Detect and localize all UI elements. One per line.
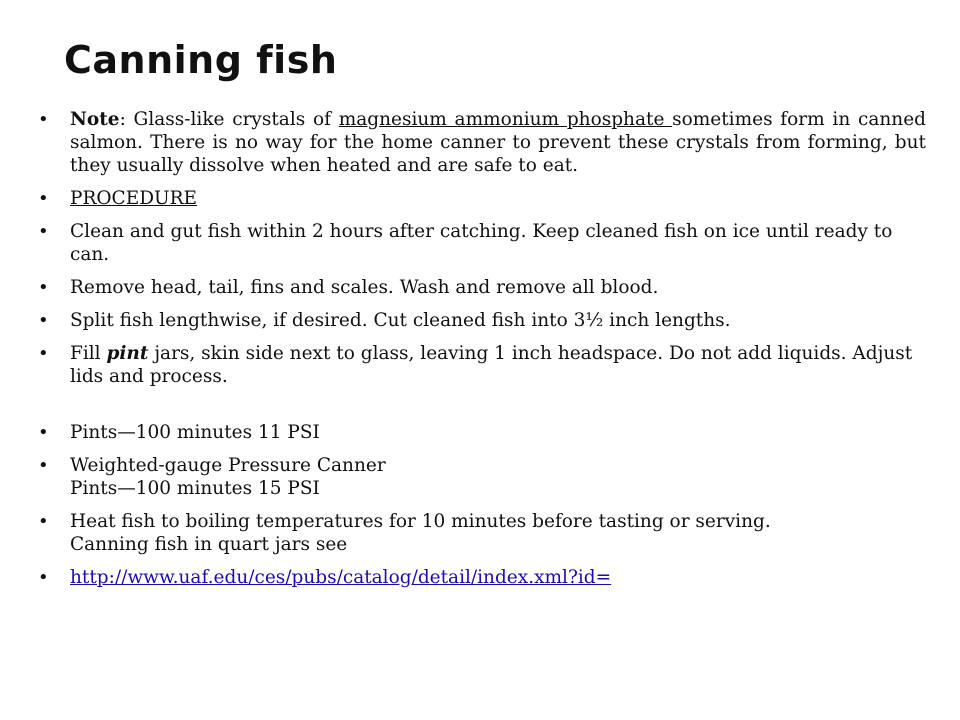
weighted-line-2: Pints—100 minutes 15 PSI (70, 478, 320, 499)
bullet-note (38, 108, 926, 177)
bullet-step-remove: • Remove head, tail, fins and scales. Wash and remove all blood. (38, 276, 926, 299)
weighted-line-1: • Weighted-gauge Pressure Canner (70, 455, 386, 476)
note-intro: : Glass-like crystals of (119, 109, 339, 130)
bullet-link (38, 566, 926, 589)
bullet-heat (38, 510, 926, 556)
bullet-weighted-gauge (38, 454, 926, 500)
fill-before: Fill (70, 343, 107, 364)
bullet-step-split: • Split fish lengthwise, if desired. Cut cleaned fish into 3½ inch lengths. (38, 309, 926, 332)
note-underlined-term: magnesium ammonium phosphate (338, 109, 673, 130)
note-body: sometimes form in canned salmon. There is no way for the home canner to prevent these crystals from forming, but they usually dissolve when heated and are safe to eat. (70, 109, 926, 176)
slide-title: Canning fish (64, 38, 338, 82)
bullet-procedure (38, 187, 926, 210)
bullet-step-fill (38, 342, 926, 388)
bullet-list (38, 108, 926, 599)
bullet-step-clean: • Clean and gut fish within 2 hours after catching. Keep cleaned fish on ice until ready to can. (38, 220, 926, 266)
heat-line-1: • Heat fish to boiling temperatures for 10 minutes before tasting or serving. (70, 511, 771, 532)
uaf-link[interactable]: http://www.uaf.edu/ces/pubs/catalog/detail/index.xml?id= (70, 567, 612, 588)
heat-line-2: Canning fish in quart jars see (70, 534, 348, 555)
note-label: Note (70, 109, 120, 130)
fill-emphasis: pint (106, 343, 149, 364)
procedure-heading: PROCEDURE (70, 188, 198, 209)
bullet-pints-dial: • Pints—100 minutes 11 PSI (38, 421, 926, 444)
fill-after: jars, skin side next to glass, leaving 1 inch headspace. Do not add liquids. Adjust lids and process. (70, 343, 913, 387)
